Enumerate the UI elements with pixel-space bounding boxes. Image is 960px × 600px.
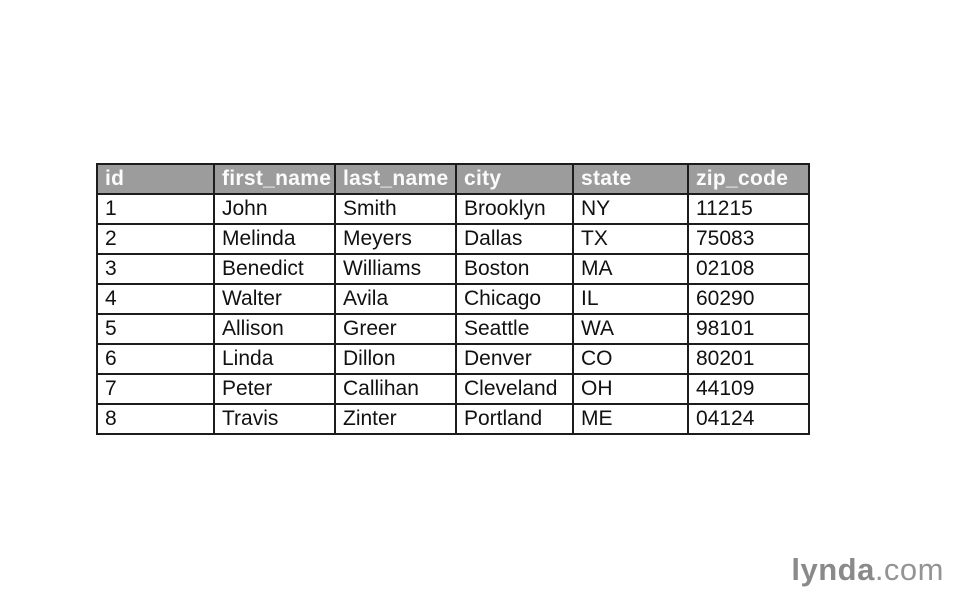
column-header-state: state: [573, 164, 688, 194]
table-cell-zip_code: 80201: [688, 344, 809, 374]
table-cell-last_name: Avila: [335, 284, 456, 314]
table-cell-last_name: Williams: [335, 254, 456, 284]
table-cell-first_name: Walter: [214, 284, 335, 314]
table-cell-last_name: Dillon: [335, 344, 456, 374]
table-cell-city: Cleveland: [456, 374, 573, 404]
table-cell-id: 5: [97, 314, 214, 344]
table-cell-first_name: Allison: [214, 314, 335, 344]
table-cell-id: 2: [97, 224, 214, 254]
lynda-logo: [791, 552, 944, 588]
table-cell-last_name: Smith: [335, 194, 456, 224]
table-cell-last_name: Meyers: [335, 224, 456, 254]
table-header-row: [97, 164, 809, 194]
table-row: [97, 284, 809, 314]
table-cell-first_name: Travis: [214, 404, 335, 434]
table-cell-zip_code: 04124: [688, 404, 809, 434]
table-cell-city: Boston: [456, 254, 573, 284]
table-cell-zip_code: 60290: [688, 284, 809, 314]
table-row: [97, 254, 809, 284]
table-cell-id: 4: [97, 284, 214, 314]
table-row: [97, 374, 809, 404]
column-header-last_name: last_name: [335, 164, 456, 194]
table-cell-first_name: Melinda: [214, 224, 335, 254]
lynda-logo-suffix: .com: [874, 552, 944, 587]
table-cell-zip_code: 02108: [688, 254, 809, 284]
table-row: [97, 314, 809, 344]
table-cell-first_name: Linda: [214, 344, 335, 374]
table-cell-city: Denver: [456, 344, 573, 374]
table-cell-zip_code: 44109: [688, 374, 809, 404]
table-cell-first_name: Peter: [214, 374, 335, 404]
table-cell-city: Seattle: [456, 314, 573, 344]
table-cell-id: 6: [97, 344, 214, 374]
table-cell-id: 7: [97, 374, 214, 404]
table-cell-id: 3: [97, 254, 214, 284]
table-cell-state: IL: [573, 284, 688, 314]
lynda-logo-wordmark: lynda: [791, 552, 875, 587]
records-table: [96, 163, 810, 435]
table-cell-state: OH: [573, 374, 688, 404]
table-cell-city: Dallas: [456, 224, 573, 254]
table-cell-city: Portland: [456, 404, 573, 434]
table-cell-first_name: John: [214, 194, 335, 224]
table-cell-state: TX: [573, 224, 688, 254]
column-header-city: city: [456, 164, 573, 194]
table-cell-state: ME: [573, 404, 688, 434]
table-cell-zip_code: 75083: [688, 224, 809, 254]
table-cell-last_name: Greer: [335, 314, 456, 344]
table-cell-state: WA: [573, 314, 688, 344]
table-cell-first_name: Benedict: [214, 254, 335, 284]
table-cell-zip_code: 98101: [688, 314, 809, 344]
table-row: [97, 404, 809, 434]
table-cell-zip_code: 11215: [688, 194, 809, 224]
table-cell-city: Chicago: [456, 284, 573, 314]
column-header-first_name: first_name: [214, 164, 335, 194]
table-row: [97, 224, 809, 254]
header-row: [97, 164, 809, 194]
table-row: [97, 194, 809, 224]
table-row: [97, 344, 809, 374]
table-cell-last_name: Callihan: [335, 374, 456, 404]
table-cell-state: MA: [573, 254, 688, 284]
table-cell-state: NY: [573, 194, 688, 224]
column-header-id: id: [97, 164, 214, 194]
table-cell-id: 8: [97, 404, 214, 434]
table-cell-city: Brooklyn: [456, 194, 573, 224]
table-body: [97, 194, 809, 434]
column-header-zip_code: zip_code: [688, 164, 809, 194]
table-cell-last_name: Zinter: [335, 404, 456, 434]
table-cell-id: 1: [97, 194, 214, 224]
table-cell-state: CO: [573, 344, 688, 374]
